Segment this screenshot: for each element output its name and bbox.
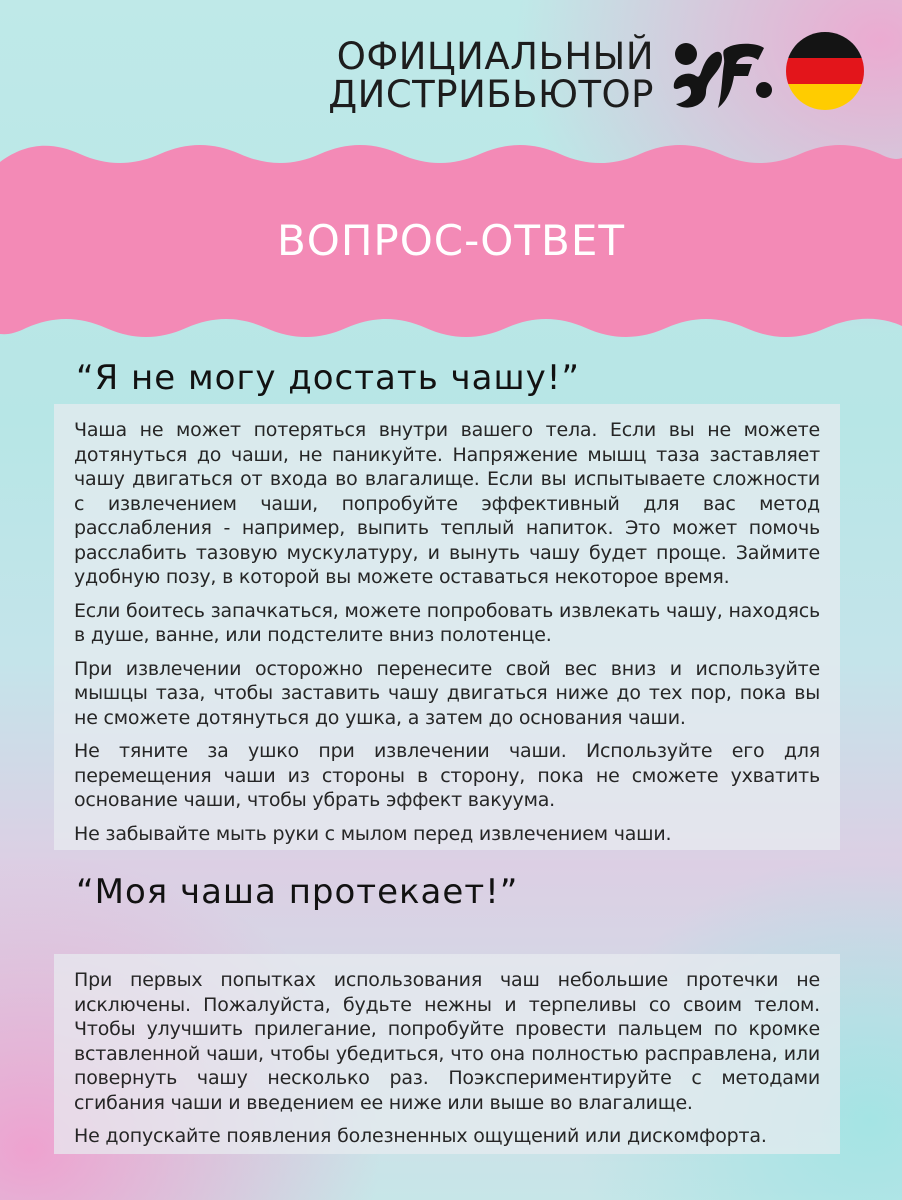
distributor-line-2: ДИСТРИБЬЮТОР xyxy=(328,73,654,116)
title-banner xyxy=(0,140,902,350)
header xyxy=(0,28,902,128)
answer-paragraph: Чаша не может потеряться внутри вашего тела. Если вы не можете дотянуться до чаши, не паникуйте. Напряжение мышц таза заставляет чашу двигаться от входа во влагалище. Если вы испытываете сложности с извлечением чаши, попробуйте эффективный для вас метод расслабления - например, выпить теплый напиток. Это может помочь расслабить тазовую мускулатуру, и вынуть чашу будет проще. Займите удобную позу, в которой вы можете оставаться некоторое время. xyxy=(74,419,820,588)
answer-paragraph: При первых попытках использования чаш небольшие протечки не исключены. Пожалуйста, будьте нежны и терпеливы со своим телом. Чтобы улучшить прилегание, попробуйте провести пальцем по кромке вставленной чаши, чтобы убедиться, что она полностью расправлена, или повернуть чашу несколько раз. Поэкспериментируйте с методами сгибания чаши и введением ее ниже или выше во влагалище. xyxy=(74,969,820,1114)
germany-flag-icon xyxy=(786,32,864,110)
question-heading-1: “Я не могу достать чашу!” xyxy=(76,358,580,398)
answer-box-1 xyxy=(54,404,840,850)
answer-paragraph: Не тяните за ушко при извлечении чаши. Используйте его для перемещения чаши из стороны в сторону, пока не сможете ухватить основание чаши, чтобы убрать эффект вакуума. xyxy=(74,740,820,811)
sf-brand-logo xyxy=(666,36,776,116)
question-heading-2: “Моя чаша протекает!” xyxy=(76,872,519,912)
answer-paragraph: Не забывайте мыть руки с мылом перед извлечением чаши. xyxy=(74,822,672,845)
distributor-line-1: ОФИЦИАЛЬНЫЙ xyxy=(336,35,654,78)
page-title: ВОПРОС-ОТВЕТ xyxy=(276,216,626,265)
answer-paragraph: Не допускайте появления болезненных ощущений или дискомфорта. xyxy=(74,1125,767,1147)
answer-paragraph: Если боитесь запачкаться, можете попробовать извлекать чашу, находясь в душе, ванне, или подстелите вниз полотенце. xyxy=(74,599,820,646)
answer-paragraph: При извлечении осторожно перенесите свой вес вниз и используйте мышцы таза, чтобы заставить чашу двигаться ниже до тех пор, пока вы не сможете дотянуться до ушка, а затем до основания чаши. xyxy=(74,657,820,729)
answer-box-2 xyxy=(54,954,840,1154)
official-distributor-label xyxy=(328,35,654,116)
